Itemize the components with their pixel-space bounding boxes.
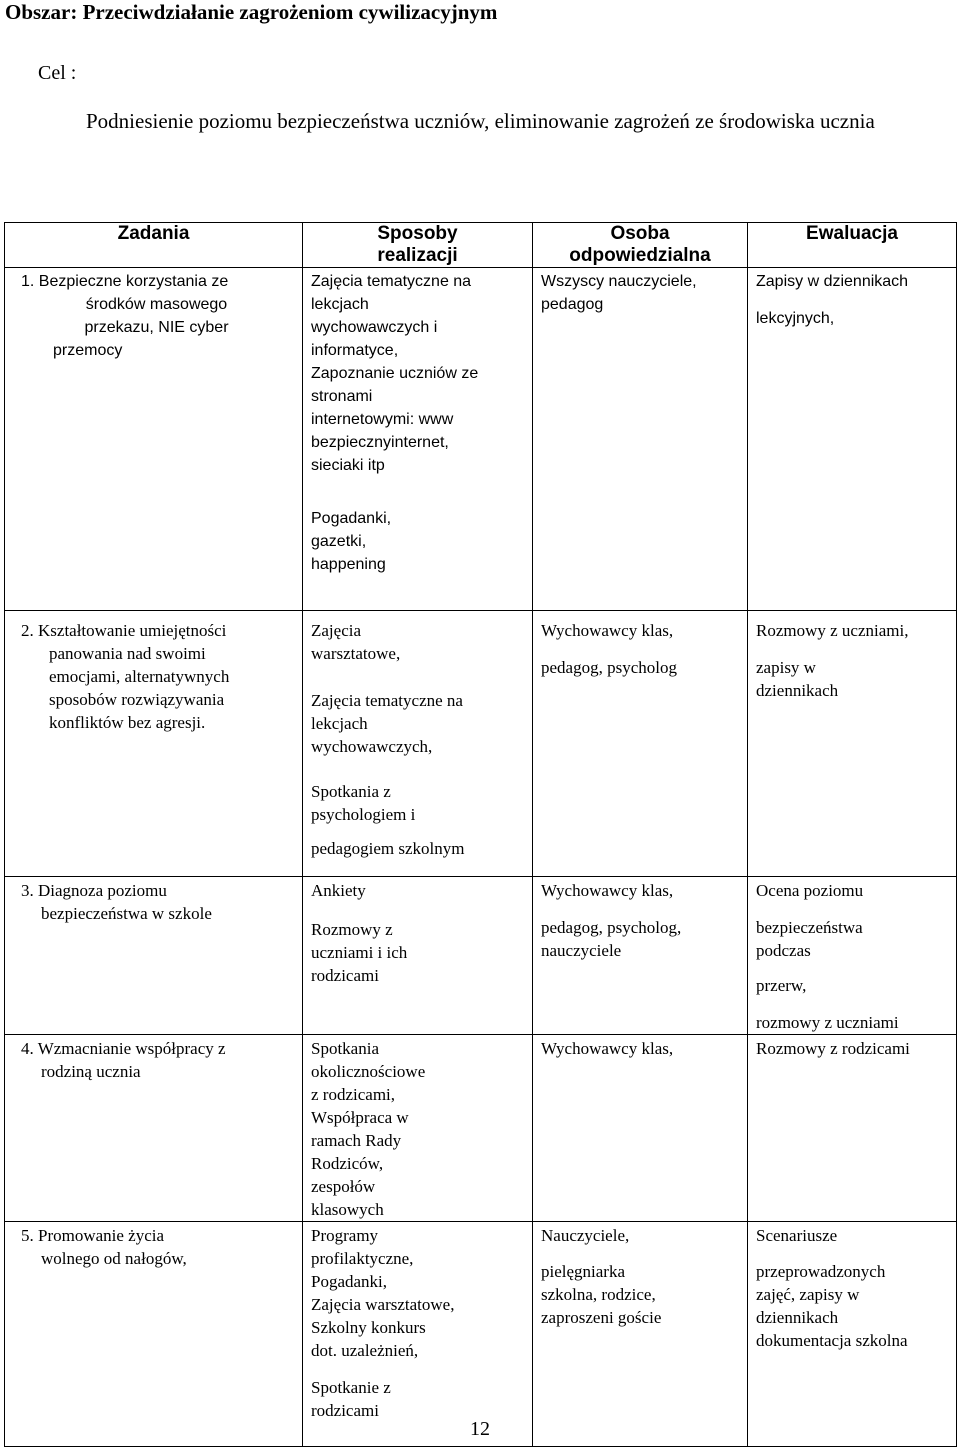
task-cell: 3. Diagnoza poziomu bezpieczeństwa w szkole — [5, 877, 303, 1035]
table-row — [5, 268, 957, 611]
header-row — [5, 223, 957, 268]
person-cell: Wszyscy nauczyciele, pedagog — [533, 268, 748, 611]
person-cell: Wychowawcy klas, — [533, 1035, 748, 1222]
table-row — [5, 1035, 957, 1222]
task-cell: 5. Promowanie życia wolnego od nałogów, — [5, 1222, 303, 1447]
methods-cell: Zajęcia warsztatowe, Zajęcia tematyczne na lekcjach wychowawczych, Spotkania z psychologiem i pedagogiem szkolnym — [303, 611, 533, 877]
header-person: Osoba odpowiedzialna — [533, 223, 748, 268]
evaluation-cell: Rozmowy z uczniami, zapisy w dziennikach — [748, 611, 957, 877]
methods-cell: Ankiety Rozmowy z uczniami i ich rodzicami — [303, 877, 533, 1035]
evaluation-cell: Ocena poziomu bezpieczeństwa podczas przerw, rozmowy z uczniami — [748, 877, 957, 1035]
task-cell: 4. Wzmacnianie współpracy z rodziną ucznia — [5, 1035, 303, 1222]
person-cell: Wychowawcy klas, pedagog, psycholog, nauczyciele — [533, 877, 748, 1035]
table-row — [5, 1222, 957, 1447]
header-tasks: Zadania — [5, 223, 303, 268]
table-row — [5, 611, 957, 877]
person-cell: Wychowawcy klas, pedagog, psycholog — [533, 611, 748, 877]
evaluation-cell: Rozmowy z rodzicami — [748, 1035, 957, 1222]
methods-cell: Zajęcia tematyczne na lekcjach wychowawczych i informatyce, Zapoznanie uczniów ze stronami internetowymi: www bezpiecznyinternet, sieciaki itp Pogadanki, gazetki, happening — [303, 268, 533, 611]
evaluation-cell: Scenariusze przeprowadzonych zajęć, zapisy w dziennikach dokumentacja szkolna — [748, 1222, 957, 1447]
methods-cell: Programy profilaktyczne, Pogadanki, Zajęcia warsztatowe, Szkolny konkurs dot. uzależnień, Spotkanie z rodzicami — [303, 1222, 533, 1447]
document-title: Obszar: Przeciwdziałanie zagrożeniom cywilizacyjnym — [5, 0, 498, 24]
page-number: 12 — [470, 1418, 490, 1440]
table-row — [5, 877, 957, 1035]
task-cell: 1. Bezpieczne korzystania ze środków masowego przekazu, NIE cyber przemocy — [5, 268, 303, 611]
header-methods: Sposoby realizacji — [303, 223, 533, 268]
goal-label: Cel : — [38, 62, 77, 84]
goal-text: Podniesienie poziomu bezpieczeństwa uczniów, eliminowanie zagrożeń ze środowiska ucznia — [86, 109, 875, 133]
plan-table — [4, 222, 957, 1447]
task-cell: 2. Kształtowanie umiejętności panowania nad swoimi emocjami, alternatywnych sposobów rozwiązywania konfliktów bez agresji. — [5, 611, 303, 877]
person-cell: Nauczyciele, pielęgniarka szkolna, rodzice, zaproszeni goście — [533, 1222, 748, 1447]
header-evaluation: Ewaluacja — [748, 223, 957, 268]
evaluation-cell: Zapisy w dziennikach lekcyjnych, — [748, 268, 957, 611]
methods-cell: Spotkania okolicznościowe z rodzicami, Współpraca w ramach Rady Rodziców, zespołów klasowych — [303, 1035, 533, 1222]
